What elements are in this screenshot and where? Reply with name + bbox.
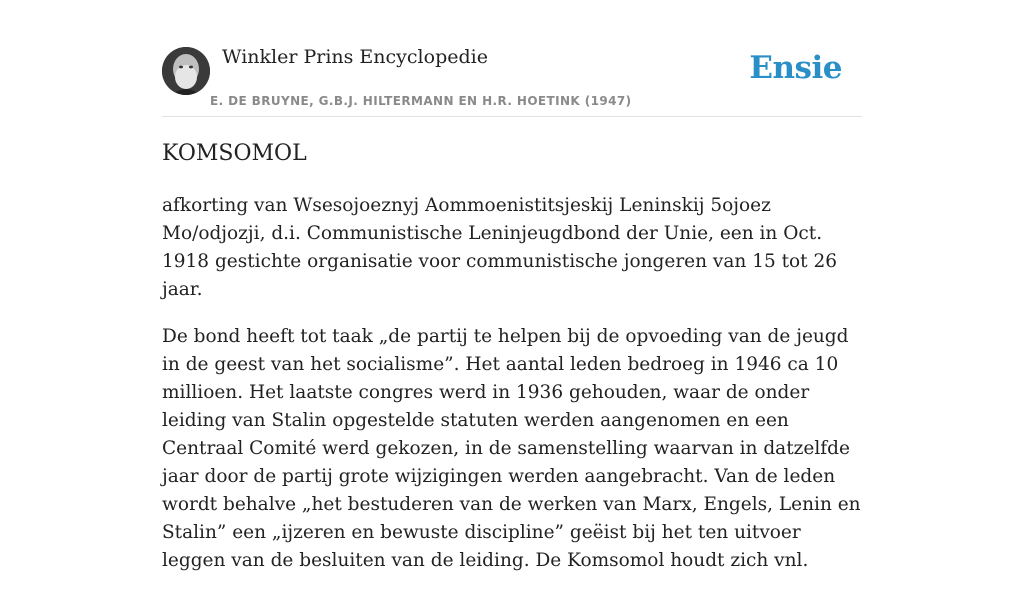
header [162, 0, 862, 117]
paragraph: De bond heeft tot taak „de partij te helpen bij de opvoeding van de jeugd in de geest van het socialisme”. Het aantal leden bedroeg in 1946 ca 10 millioen. Het laatste congres werd in 1936 gehouden, waar de onder leiding van Stalin opgestelde statuten werden aangenomen en een Centraal Comité werd gekozen, in de samenstelling waarvan in datzelfde jaar door de partij grote wijzigingen werden aangebracht. Van de leden wordt behalve „het bestuderen van de werken van Marx, Engels, Lenin en Stalin” een „ijzeren en bewuste discipline” geëist bij het ten uitvoer leggen van de besluiten van de leiding. De Komsomol houdt zich vnl. [162, 326, 861, 571]
portrait-image [162, 47, 210, 95]
page [162, 0, 862, 571]
article-body [162, 192, 862, 594]
article-title: KOMSOMOL [162, 141, 307, 166]
ensie-logo[interactable]: Ensie [749, 50, 842, 86]
author-portrait-avatar [162, 47, 210, 95]
authors-line: E. DE BRUYNE, G.B.J. HILTERMANN EN H.R. HOETINK (1947) [210, 94, 632, 108]
paragraph: afkorting van Wsesojoeznyj Aommoenistitsjeskij Leninskij 5ojoez Mo/odjozji, d.i. Communistische Leninjeugdbond der Unie, een in Oct. 1918 gestichte organisatie voor communistische jongeren van 15 tot 26 jaar. [162, 195, 838, 300]
site-title[interactable]: Winkler Prins Encyclopedie [222, 46, 488, 68]
